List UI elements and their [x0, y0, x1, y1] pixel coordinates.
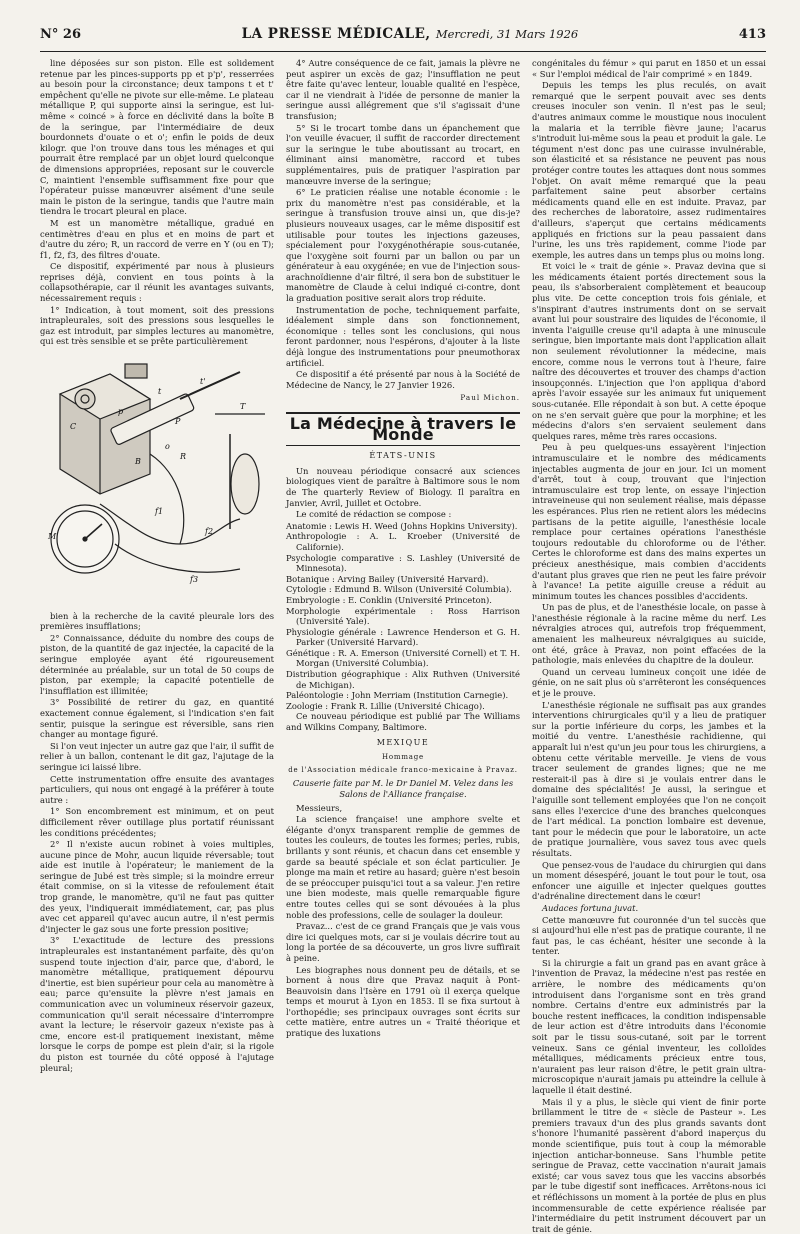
- columns: [40, 58, 766, 1234]
- column-2: [286, 58, 520, 1068]
- country-heading: MEXIQUE: [376, 737, 430, 747]
- paragraph: La science française! une amphore svelte et élégante d'onyx transparent remplie de gemmes de toutes les couleurs, de toutes les formes; perles, rubis, brillants y sont réunis, et chacun dans cet ensemble y garde sa beauté spéciale et son éclat particulier. Je plonge ma main et retire au hasard; guère n'est besoin de se préoccuper puisqu'ici tout a sa valeur. J'en retire une bien modeste, mais quelle remarquable figure entre toutes celles qui se sont dévouées à la plus noble des professions, celle de soulager la douleur.: [286, 814, 520, 920]
- journal-name: LA PRESSE MÉDICALE,: [241, 26, 431, 42]
- paragraph: Le comité de rédaction se compose :: [296, 509, 452, 520]
- paragraph: Instrumentation de poche, techniquement parfaite, idéalement simple dans son fonctionnement, économique : telles sont les conclusions, qui nous feront pardonner, nous l'espérons, d'ajouter à la liste déjà longue des instrumentations pour pneumothorax artificiel.: [286, 304, 520, 368]
- list-item: Anthropologie : A. L. Kroeber (Université de Californie).: [286, 531, 520, 552]
- committee-list: [286, 521, 520, 712]
- journal-title: [242, 26, 579, 42]
- paragraph: 2° Il n'existe aucun robinet à voies multiples, aucune pince de Mohr, aucun liquide réversable; tout aide est inutile à l'opérateur; le maniement de la seringue de Jubé est très simple; si la moindre erreur était commise, on si la vitesse de refoulement était trop grande, le manomètre, qu'il ne faut pas quitter des yeux, l'indiquerait immédiatement, car, pas plus avec cet appareil qu'avec aucun autre, il n'est permis d'injecter le gaz sous une forte pression positive;: [40, 839, 274, 934]
- list-item: Morphologie expérimentale : Ross Harrison (Université Yale).: [286, 605, 520, 627]
- paragraph: Ce nouveau périodique est publié par The Williams and Wilkins Company, Baltimore.: [286, 711, 520, 733]
- list-item: Cytologie : Edmund B. Wilson (Université Columbia).: [286, 584, 512, 595]
- paragraph: Ce dispositif, expérimenté par nous à plusieurs reprises déjà, convient en tous points à la collapsothérapie, car il réunit les avantages suivants, nécessairement requis :: [40, 261, 274, 304]
- paragraph: Cette instrumentation offre ensuite des avantages particuliers, qui nous ont engagé à la préférer à toute autre :: [40, 773, 274, 805]
- paragraph: Ce dispositif a été présenté par nous à la Société de Médecine de Nancy, le 27 Janvier 1926.: [286, 369, 520, 390]
- list-item: Embryologie : E. Conklin (Université Princeton).: [286, 594, 492, 605]
- article-byline: Causerie faite par M. le Dr Daniel M. Velez dans les Salons de l'Alliance française.: [292, 778, 514, 799]
- paragraph: Pravaz... c'est de ce grand Français que je vais vous dire ici quelques mots, car si je voulais décrire tout au long la portée de sa découverte, un gros livre suffirait à peine.: [286, 921, 520, 963]
- fig-label: t': [200, 377, 206, 387]
- paragraph: 4° Autre conséquence de ce fait, jamais la plèvre ne peut aspirer un excès de gaz; l'insufflation ne peut être faite qu'avec lenteur, louable qualité en l'espèce, car il ne viendrait à l'idée de personne de manier la seringue aussi allégrement que s'il s'agissait d'une transfusion;: [286, 58, 520, 121]
- page-header: [40, 26, 766, 52]
- fig-label: B: [135, 457, 141, 467]
- list-item: Psychologie comparative : S. Lashley (Université de Minnesota).: [286, 552, 520, 574]
- issue-date: Mercredi, 31 Mars 1926: [435, 27, 579, 41]
- paragraph: Cette manœuvre fut couronnée d'un tel succès que si aujourd'hui elle n'est pas de pratique courante, il ne faut pas, le cas échéant, hésiter une seconde à la tenter.: [532, 914, 766, 957]
- fig-label: o: [165, 442, 170, 452]
- paragraph: Si la chirurgie a fait un grand pas en avant grâce à l'invention de Pravaz, la médecine n'est pas restée en arrière, le nombre des médicaments qu'on introduisent dans l'organisme sont en très grand nombre. Certains d'entre eux administrés par la bouche restent inefficaces, la condition indispensable de leur action est d'être introduits dans l'économie soit par le tissu sous-cutané, soit par le torrent veineux. Sans ce génial inventeur, les colloïdes métalliques, médicaments précieux entre tous, n'auraient pas leur raison d'être, le petit grain ultra-microscopique n'aurait jamais pu atteindre la cellule à laquelle il était destiné.: [532, 957, 766, 1095]
- fig-label: T: [240, 402, 246, 412]
- author-signature: Paul Michon.: [460, 393, 520, 403]
- list-item: Distribution géographique : Alix Ruthven (Université de Michigan).: [286, 669, 520, 690]
- paragraph: Que pensez-vous de l'audace du chirurgien qui dans un moment désespéré, jouant le tout pour le tout, osa enfoncer une aiguille et injecter quelques gouttes d'adrénaline directement dans le cœur!: [532, 859, 766, 902]
- paragraph: Et voici le « trait de génie ». Pravaz devina que si les médicaments étaient portés directement sous la peau, ils s'absorberaient complètement et beaucoup plus vite. De cette conception trois fois géniale, et s'inspirant d'autres instruments dont on se servait avant lui pour soustraire des liquides de l'économie, il inventa l'aiguille creuse qu'il adapta à une minuscule seringue, bien importante mais dont l'application allait non seulement révolutionner la médecine, mais encore, comme nous le verrons tout à l'heure, faire naître des découvertes et trouver des champs d'action insoupçonnés. L'injection que l'on appliqua d'abord après l'avoir essayée sur les animaux fut uniquement sous-cutanée. Elle répondait à son but. A cette époque on ne s'en servait guère que pour la morphine; et les médecins d'alors s'en servaient seulement dans quelques rares, même très rares occasions.: [532, 261, 766, 441]
- latin-quote: Audaces fortuna juvat.: [542, 902, 639, 913]
- country-heading: ÉTATS-UNIS: [369, 451, 437, 461]
- list-item: Botanique : Arving Bailey (Université Harvard).: [286, 573, 489, 584]
- list-item: Anatomie : Lewis H. Weed (Johns Hopkins University).: [286, 520, 518, 531]
- list-item: Zoologie : Frank R. Lillie (Université Chicago).: [286, 700, 485, 711]
- page-number: 413: [738, 27, 766, 42]
- fig-label: M: [48, 532, 57, 542]
- fig-label: t: [158, 387, 162, 397]
- paragraph: Un nouveau périodique consacré aux sciences biologiques vient de paraître à Baltimore sous le nom de The quarterly Review of Biology. Il paraîtra en Janvier, Avril, Juillet et Octobre.: [286, 465, 520, 508]
- section-title: La Médecine à travers le Monde: [286, 412, 520, 446]
- paragraph: 6° Le praticien réalise une notable économie : le prix du manomètre n'est pas considérable, et la seringue à transfusion trouve ainsi un, que dis-je? plusieurs nouveaux usages, car le même dispositif est utilisable pour toutes les injections gazeuses, spécialement pour l'oxygénothérapie sous-cutanée, que l'oxygène soit fourni par un ballon ou par un générateur à eau oxygénée; en vue de l'injection sous-arachnoïdienne d'air filtré, il sera bon de substituer le manomètre de Claude à celui indiqué ci-contre, dont la graduation positive serait alors trop réduite.: [286, 187, 520, 304]
- paragraph: 3° L'exactitude de lecture des pressions intrapleurales est instantanément parfaite, dès qu'on suspend toute injection d'air, parce que, d'abord, le manomètre métallique, pratiquement dépourvu d'inertie, est bien supérieur pour cela au manomètre à eau; parce qu'ensuite la plèvre n'est jamais en communication avec un volumineux réservoir gazeux, communication qu'il serait nécessaire d'interrompre avant la lecture; le réservoir gazeux n'existe pas à cme, encore est-il pratiquement inexistant, même lorsque le corps de pompe est plein d'air, si la rigole du piston est tournée du côté opposé à l'ajutage pleural;: [40, 935, 274, 1073]
- paragraph: Si l'on veut injecter un autre gaz que l'air, il suffit de relier à un ballon, contenant le dit gaz, l'ajutage de la seringue ici laissé libre.: [40, 740, 274, 772]
- article-title: Hommage: [382, 753, 424, 762]
- paragraph: line déposées sur son piston. Elle est solidement retenue par les pinces-supports pp et p'p', resserrées au besoin pour la circonstance; deux tampons t et t' empêchent qu'elle ne pivote sur elle-même. Le plateau métallique P, qui supporte ainsi la seringue, est lui-même « coincé » à force en déclivité dans la boîte B de la seringue, par l'intermédiaire de deux bourdonnets d'ouate o et o'; enfin le poids de deux kilogr. que l'on trouve dans tous les ménages et qui pourrait être remplacé par un objet lourd quelconque de dimensions appropriées, reposant sur le couvercle C, maintient l'ensemble suffisamment fixe pour que l'opérateur puisse manœuvrer aisément d'une seule main le piston de la seringue, tandis que l'autre main tiendra le trocart pleural en place.: [40, 58, 274, 217]
- paragraph: Depuis les temps les plus reculés, on avait remarqué que le serpent pouvait avec ses dents creuses inoculer son venin. Il n'est pas le seul; d'autres animaux comme le moustique nous inoculent la malaria et la terrible fièvre jaune; l'acarus s'introduit lui-même sous la peau et produit la gale. Le tégument n'est donc pas une cuirasse invulnérable, son élasticité et sa résistance ne peuvent pas nous protéger contre toutes les attaques dont nous sommes l'objet. On avait même remarqué que la peau parfaitement saine peut absorber certains médicaments quand elle en est induite. Pravaz, par des recherches de laboratoire, assez rudimentaires d'ailleurs, s'aperçut que certains médicaments appliqués en frictions sur la peau passaient dans l'urine, les uns très rapidement, comme l'iode par exemple, les autres dans un temps plus ou moins long.: [532, 80, 766, 260]
- fig-label: C: [70, 422, 77, 432]
- fig-label: f3: [190, 575, 199, 585]
- column-1: [40, 58, 274, 1073]
- paragraph: L'anesthésie régionale ne suffisait pas aux grandes interventions chirurgicales qu'il y a lieu de pratiquer sur la portie inférieure du corps, les jambes et la moitié du ventre. L'anesthésie rachidienne, qui apparaît lui n'est qu'un jeu pour tous les chirurgiens, a obtenu cette véritable merveille. Je viens de vous tracer seulement de grandes lignes; que ne me resterait-il pas à dire si je voulais entrer dans le domaine des spécialités! Je aussi, la seringue et l'aiguille sont tellement employées que l'on ne conçoit sans elles l'exercice d'une des branches quelconques de l'art médical. La ponction lombaire est devenue, tant pour le médecin que pour le laboratoire, un acte de pratique journalière, vous savez tous avec quels résultats.: [532, 699, 766, 858]
- paragraph: 1° Indication, à tout moment, soit des pressions intrapleurales, soit des pressions sous lesquelles le gaz est introduit, par simples lectures au manomètre, qui est très sensible et se prête particulièrement: [40, 304, 274, 347]
- list-item: Physiologie générale : Lawrence Henderson et G. H. Parker (Université Harvard).: [286, 626, 520, 648]
- paragraph: congénitales du fémur » qui parut en 1850 et un essai « Sur l'emploi médical de l'air comprimé » en 1849.: [532, 58, 766, 79]
- issue-number: N° 26: [40, 27, 81, 42]
- list-item: Génétique : R. A. Emerson (Université Cornell) et T. H. Morgan (Université Columbia).: [286, 647, 520, 669]
- fig-label: p: [118, 407, 124, 417]
- paragraph: M est un manomètre métallique, gradué en centimètres d'eau en plus et en moins de part et d'autre du zéro; R, un raccord de verre en Y (ou en T); f1, f2, f3, des filtres d'ouate.: [40, 217, 274, 260]
- fig-label: R: [180, 452, 187, 462]
- paragraph: bien à la recherche de la cavité pleurale lors des premières insufflations;: [40, 610, 274, 632]
- apparatus-figure: [40, 354, 274, 604]
- paragraph: Quand un cerveau lumineux conçoit une idée de génie, on ne sait plus où s'arrêteront les conséquences et je le prouve.: [532, 666, 766, 699]
- paragraph: Mais il y a plus, le siècle qui vient de finir porte brillamment le titre de « siècle de Pasteur ». Les premiers travaux d'un des plus grands savants dont s'honore l'humanité passèrent d'abord inaperçus du monde scientifique, puis tout à coup la mémorable injection antichar-bonneuse. Sans l'humble petite seringue de Pravaz, cette vaccination n'aurait jamais existé; car vous savez tous que les vaccins absorbés par le tube digestif sont inefficaces. Arrêtons-nous ici et réfléchissons un moment à la portée de plus en plus incommensurable de cette expérience réalisée par l'intermédiaire du petit instrument découvert par un trait de génie.: [532, 1096, 766, 1234]
- paragraph: 2° Connaissance, déduite du nombre des coups de piston, de la quantité de gaz injectée, la capacité de la seringue employée ayant été rigoureusement déterminée au préalable, sur un total de 50 coups de piston, par exemple; la capacité potentielle de l'insufflation est illimitée;: [40, 632, 274, 696]
- paragraph: Un pas de plus, et de l'anesthésie locale, on passe à l'anesthésie régionale à la racine même du nerf. Les névralgies atroces qui, autrefois trop fréquemment, amenaient les malheureux névralgiques au suicide, ont été, grâce à Pravaz, non point effacées de la pathologie, mais enlevées du chapitre de la douleur.: [532, 602, 766, 666]
- column-3: [532, 58, 766, 1234]
- salutation: Messieurs,: [296, 802, 343, 813]
- paragraph: 3° Possibilité de retirer du gaz, en quantité exactement connue également, si l'indication s'en fait sentir, puisque la seringue est réversible, sans rien changer au montage figuré.: [40, 697, 274, 740]
- fig-label: P: [175, 417, 181, 427]
- paragraph: 1° Son encombrement est minimum, et on peut difficilement rêver outillage plus portatif réunissant les conditions précédentes;: [40, 806, 274, 838]
- paragraph: Les biographes nous donnent peu de détails, et se bornent à nous dire que Pravaz naquit à Pont-Beauvoisin dans l'Isère en 1791 où il exerça quelque temps et mourut à Lyon en 1853. Il se fixa surtout à l'orthopédie; ses principaux ouvrages sont écrits sur cette matière, entre autres un « Traité théorique et pratique des luxations: [286, 964, 520, 1039]
- list-item: Paléontologie : John Merriam (Institution Carnegie).: [286, 690, 509, 701]
- fig-label: f1: [155, 507, 164, 517]
- paragraph: Peu à peu quelques-uns essayèrent l'injection intramusculaire et le nombre des médicaments injectables augmenta de jour en jour. Ici un moment d'arrêt, tout à coup, trouvant que l'injection intramusculaire est trop lente, on essaye l'injection intraveineuse qui non seulement réalise, mais dépasse les espérances. Plus rien ne retient alors les médecins partisans de la petite aiguille, l'anesthésie locale remplace pour certaines opérations l'anesthésie toujours redoutable du chloroforme ou de l'éther. Certes le chloroforme est dans des mains expertes un précieux anesthésique, mais combien d'accidents d'autant plus graves que rien ne peut les faire prévoir à l'avance! La petite aiguille creuse a réduit au minimum toutes les chances possibles d'accidents.: [532, 442, 766, 601]
- article-subtitle: de l'Association médicale franco-mexicaine à Pravaz.: [288, 765, 518, 774]
- paragraph: 5° Si le trocart tombe dans un épanchement que l'on veuille évacuer, il suffit de raccorder directement sur la seringue le tube aboutissant au trocart, en éliminant ainsi manomètre, raccord et tubes supplémentaires, puis de pratiquer l'aspiration par manœuvre inverse de la seringue;: [286, 122, 520, 186]
- fig-label: f2: [205, 527, 214, 537]
